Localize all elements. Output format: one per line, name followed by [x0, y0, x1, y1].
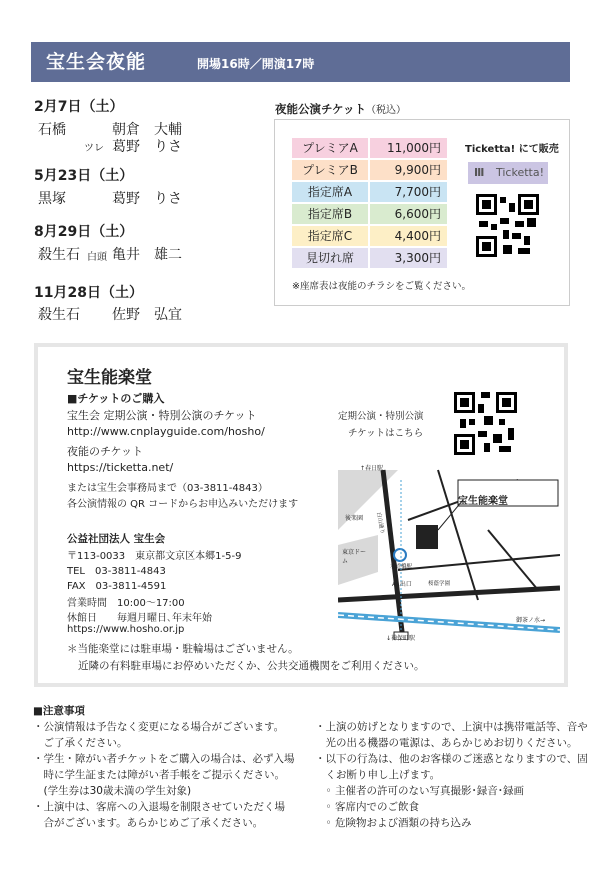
map-suidobashi: 水道橋駅	[390, 564, 413, 570]
info-link[interactable]: http://www.cnplayguide.com/hosho/	[67, 425, 265, 438]
play-title: 殺生石	[38, 307, 80, 323]
note-line: ◦ 主催者の許可のない写真撮影･録音･録画	[315, 785, 525, 797]
fax: FAX 03-3811-4591	[67, 581, 167, 592]
parking-note: ＊当能楽堂には駐車場・駐輪場はございません。	[67, 643, 299, 655]
notes-heading: ■注意事項	[33, 705, 85, 717]
holiday: 休館日 毎週月曜日､年末年始	[67, 613, 212, 624]
ticketta-logo: Ⅲ Ticketta!	[468, 162, 548, 184]
page-title: 宝生会夜能	[46, 51, 147, 73]
website-link[interactable]: https://www.hosho.or.jp	[67, 624, 185, 635]
performer: 葛野 りさ	[112, 191, 182, 207]
ticket-seat-name: 指定席B	[292, 204, 368, 224]
header-banner	[31, 42, 570, 82]
schedule-date: 5月23日（土）	[34, 168, 134, 184]
performer: 葛野 りさ	[112, 139, 182, 155]
ticket-price: 6,600円	[370, 204, 447, 224]
schedule-date: 8月29日（土）	[34, 224, 134, 240]
performer: 朝倉 大輔	[112, 122, 182, 138]
access-map	[338, 460, 560, 640]
ticket-seat-name: 指定席C	[292, 226, 368, 246]
hours: 営業時間 10:00～17:00	[67, 598, 185, 609]
play-title: 石橋	[38, 122, 66, 138]
play-title: 黒塚	[38, 191, 66, 207]
org-name: 公益社団法人 宝生会	[67, 533, 166, 545]
info-line: 宝生会 定期公演・特別公演のチケット	[67, 409, 257, 422]
note-line: 合がございます。あらかじめご了承ください。	[33, 817, 264, 829]
ticket-seat-name: 指定席A	[292, 182, 368, 202]
map-a1: A1出口	[392, 581, 412, 588]
ticket-seat-name: 見切れ席	[292, 248, 368, 268]
ticket-price: 11,000円	[370, 138, 447, 158]
map-kasuga: ↑春日駅	[360, 465, 384, 472]
performer: 佐野 弘宜	[112, 307, 182, 323]
note-line: くお断り申し上げます。	[315, 769, 441, 781]
qr-caption: チケットはこちら	[348, 428, 424, 439]
play-title: 殺生石	[38, 247, 80, 263]
ticketta-qr-code	[476, 194, 539, 257]
venue-name: 宝生能楽堂	[67, 368, 152, 388]
map-jinbocho: ↓神保町駅	[386, 635, 416, 642]
ticketta-label: Ticketta! にて販売	[465, 144, 559, 155]
parking-note: 近隣の有料駐車場にお停めいただくか、公共交通機関をご利用ください。	[78, 660, 425, 672]
role-note: 白頭	[87, 252, 107, 263]
qr-caption: 定期公演・特別公演	[338, 411, 424, 422]
notes-right-column	[315, 719, 588, 831]
note-line: ・学生・障がい者チケットをご購入の場合は、必ず入場	[33, 753, 295, 765]
map-hall-label: 宝生能楽堂	[458, 496, 508, 507]
seating-note: ※座席表は夜能のチラシをご覧ください。	[292, 281, 471, 292]
info-link[interactable]: https://ticketta.net/	[67, 461, 174, 474]
page-subtitle: 開場16時／開演17時	[197, 57, 315, 71]
ticket-seat-name: プレミアB	[292, 160, 368, 180]
note-line: ・公演情報は予告なく変更になる場合がございます。	[33, 721, 285, 733]
schedule-date: 2月7日（土）	[34, 99, 124, 115]
note-line: (学生券は30歳未満の学生対象)	[33, 785, 192, 797]
station-icon	[394, 549, 406, 561]
performer: 亀井 雄二	[112, 247, 182, 263]
map-jr: JR水道橋駅	[352, 605, 382, 612]
notes-left-column	[33, 719, 295, 831]
address: 〒113-0033 東京都文京区本郷1-5-9	[67, 551, 242, 562]
ticket-price-box	[274, 119, 570, 306]
schedule-date: 11月28日（土）	[34, 285, 143, 301]
ticket-price: 7,700円	[370, 182, 447, 202]
ticket-price: 4,400円	[370, 226, 447, 246]
hosho-qr-code	[454, 392, 517, 455]
info-line: 夜能のチケット	[67, 445, 144, 458]
info-line: または宝生会事務局まで（03-3811-4843）	[67, 483, 268, 494]
note-line: ・以下の行為は、他のお客様のご迷惑となりますので、固	[315, 753, 588, 765]
ticket-seat-name: プレミアA	[292, 138, 368, 158]
hall-building	[416, 525, 438, 549]
note-line: ◦ 危険物および酒類の持ち込み	[315, 817, 472, 829]
map-ochanomizu: 御茶ノ水→	[516, 617, 546, 624]
note-line: ・上演中は、客席への入退場を制限させていただく場	[33, 801, 285, 813]
role-note: ツレ	[84, 143, 104, 154]
note-line: 光の出る機器の電源は、あらかじめお切りください。	[315, 737, 578, 749]
map-dome: 東京ドーム	[342, 549, 367, 565]
note-line: 時に学生証または障がい者手帳をご提示ください。	[33, 769, 285, 781]
ticket-price: 9,900円	[370, 160, 447, 180]
note-line: ◦ 客席内でのご飲食	[315, 801, 420, 813]
tel: TEL 03-3811-4843	[67, 566, 166, 577]
purchase-heading: ■チケットのご購入	[67, 392, 165, 405]
venue-info-box	[34, 343, 568, 687]
ticket-price: 3,300円	[370, 248, 447, 268]
map-school: 桜蔭学園	[428, 581, 451, 587]
ticketta-icon: Ⅲ	[474, 166, 485, 179]
note-line: ご了承ください。	[33, 737, 128, 749]
ticket-heading: 夜能公演チケット（税込）	[275, 102, 406, 116]
info-line: 各公演情報の QR コードからお申込みいただけます	[67, 499, 299, 510]
note-line: ・上演の妨げとなりますので、上演中は携帯電話等、音や	[315, 721, 588, 733]
map-hakusan: 白山通り	[375, 511, 385, 535]
map-korakuen: 後楽園	[345, 515, 364, 522]
